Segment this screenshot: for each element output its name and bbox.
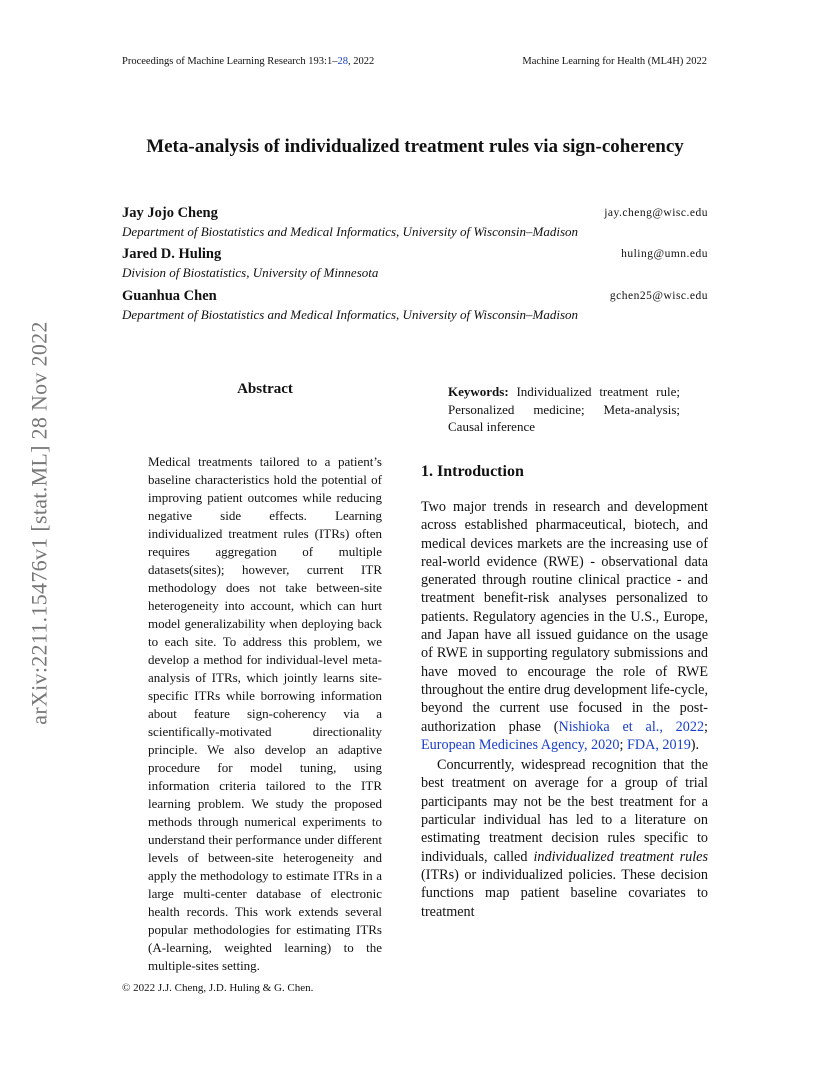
abstract-text: Medical treatments tailored to a patient’s baseline characteristics hold the potential of improving patient outcomes while reducing negative side effects. Learning individualized treatment rules (ITRs) often requires aggregation of multiple datasets(sites); however, current ITR methodology does not take between-site heterogeneity into account, which can hurt model generalizability when deploying back to each site. To address this problem, we develop a method for individual-level meta-analysis of ITRs, which jointly learns site-specific ITRs while borrowing information about feature sign-coherency via a scientifically-motivated directionality principle. We also develop an adaptive procedure for model tuning, using information criteria tailored to the ITR learning problem. We study the proposed methods through numerical experiments to understand their performance under different levels of between-site heterogeneity and apply the methodology to estimate ITRs in a large multi-center database of electronic health records. This work extends several popular methodologies for estimating ITRs (A-learning, weighted learning) to the multiple-sites setting. [148, 454, 382, 973]
header-year: , 2022 [347, 56, 375, 67]
citation-paren: ( [540, 718, 559, 735]
citation-paren: ). [690, 736, 700, 753]
arxiv-identifier: arXiv:2211.15476v1 [stat.ML] 28 Nov 2022 [27, 321, 53, 725]
citation-separator: ; [704, 718, 708, 735]
intro-paragraph-2 [421, 756, 708, 921]
intro-paragraph-1 [421, 498, 708, 754]
keywords [448, 383, 680, 436]
paper-title: Meta-analysis of individualized treatment rules via sign-coherency [146, 136, 684, 157]
author-email[interactable]: jay.cheng@wisc.edu [604, 207, 708, 219]
page-range-link[interactable]: 28 [337, 56, 348, 67]
copyright-notice: © 2022 J.J. Cheng, J.D. Huling & G. Chen. [122, 982, 314, 994]
author-name: Jared D. Huling [122, 246, 222, 262]
intro-text: Two major trends in research and development across established pharmaceutical, biotech, and medical devices markets are the increasing use of real-world evidence (RWE) - observational data generated through routine clinical practice - and treatment benefit-risk analyses personalized to patients. Regulatory agencies in the U.S., Europe, and Japan have all issued guidance on the usage of RWE in supporting regulatory submissions and have moved to encourage the role of RWE throughout the entire drug development life-cycle, beyond the current use focused in the post-authorization phase [421, 499, 708, 735]
running-header-right: Machine Learning for Health (ML4H) 2022 [522, 56, 707, 67]
running-header-left [122, 56, 374, 67]
intro-text: (ITRs) or individualized policies. These decision functions map patient baseline covariates to treatment [421, 866, 708, 920]
keywords-label: Keywords: [448, 384, 509, 399]
author-affiliation: Department of Biostatistics and Medical Informatics, University of Wisconsin–Madison [122, 224, 579, 239]
author-email[interactable]: gchen25@wisc.edu [609, 290, 708, 302]
emphasis-term: individualized treatment rules [533, 848, 708, 865]
citation-separator: ; [619, 736, 627, 753]
section-heading-introduction: 1. Introduction [421, 463, 524, 480]
author-block [122, 288, 708, 323]
intro-text: Concurrently, widespread recognition that the best treatment on average for a group of trial participants may not be the best treatment for a particular individual has led to a literature on estimating treatment decision rules specific to individuals, called [421, 757, 708, 865]
author-name: Guanhua Chen [122, 288, 217, 304]
author-name: Jay Jojo Cheng [122, 205, 218, 221]
citation-link[interactable]: European Medicines Agency, 2020 [421, 736, 620, 753]
citation-link[interactable]: FDA, 2019 [626, 736, 691, 753]
author-affiliation: Division of Biostatistics, University of Minnesota [122, 265, 379, 280]
citation-link[interactable]: Nishioka et al., 2022 [558, 718, 705, 735]
abstract-heading: Abstract [237, 381, 293, 397]
author-email[interactable]: huling@umn.edu [621, 248, 708, 260]
author-affiliation: Department of Biostatistics and Medical Informatics, University of Wisconsin–Madison [122, 307, 579, 322]
keywords-text: Individualized treatment rule; Personalized medicine; Meta-analysis; Causal inference [448, 384, 681, 434]
author-block [122, 205, 708, 240]
header-proceedings: Proceedings of Machine Learning Research 193:1– [122, 56, 338, 67]
author-block [122, 246, 708, 281]
arxiv-sidebar-stamp [22, 270, 58, 776]
introduction-body [421, 498, 708, 921]
